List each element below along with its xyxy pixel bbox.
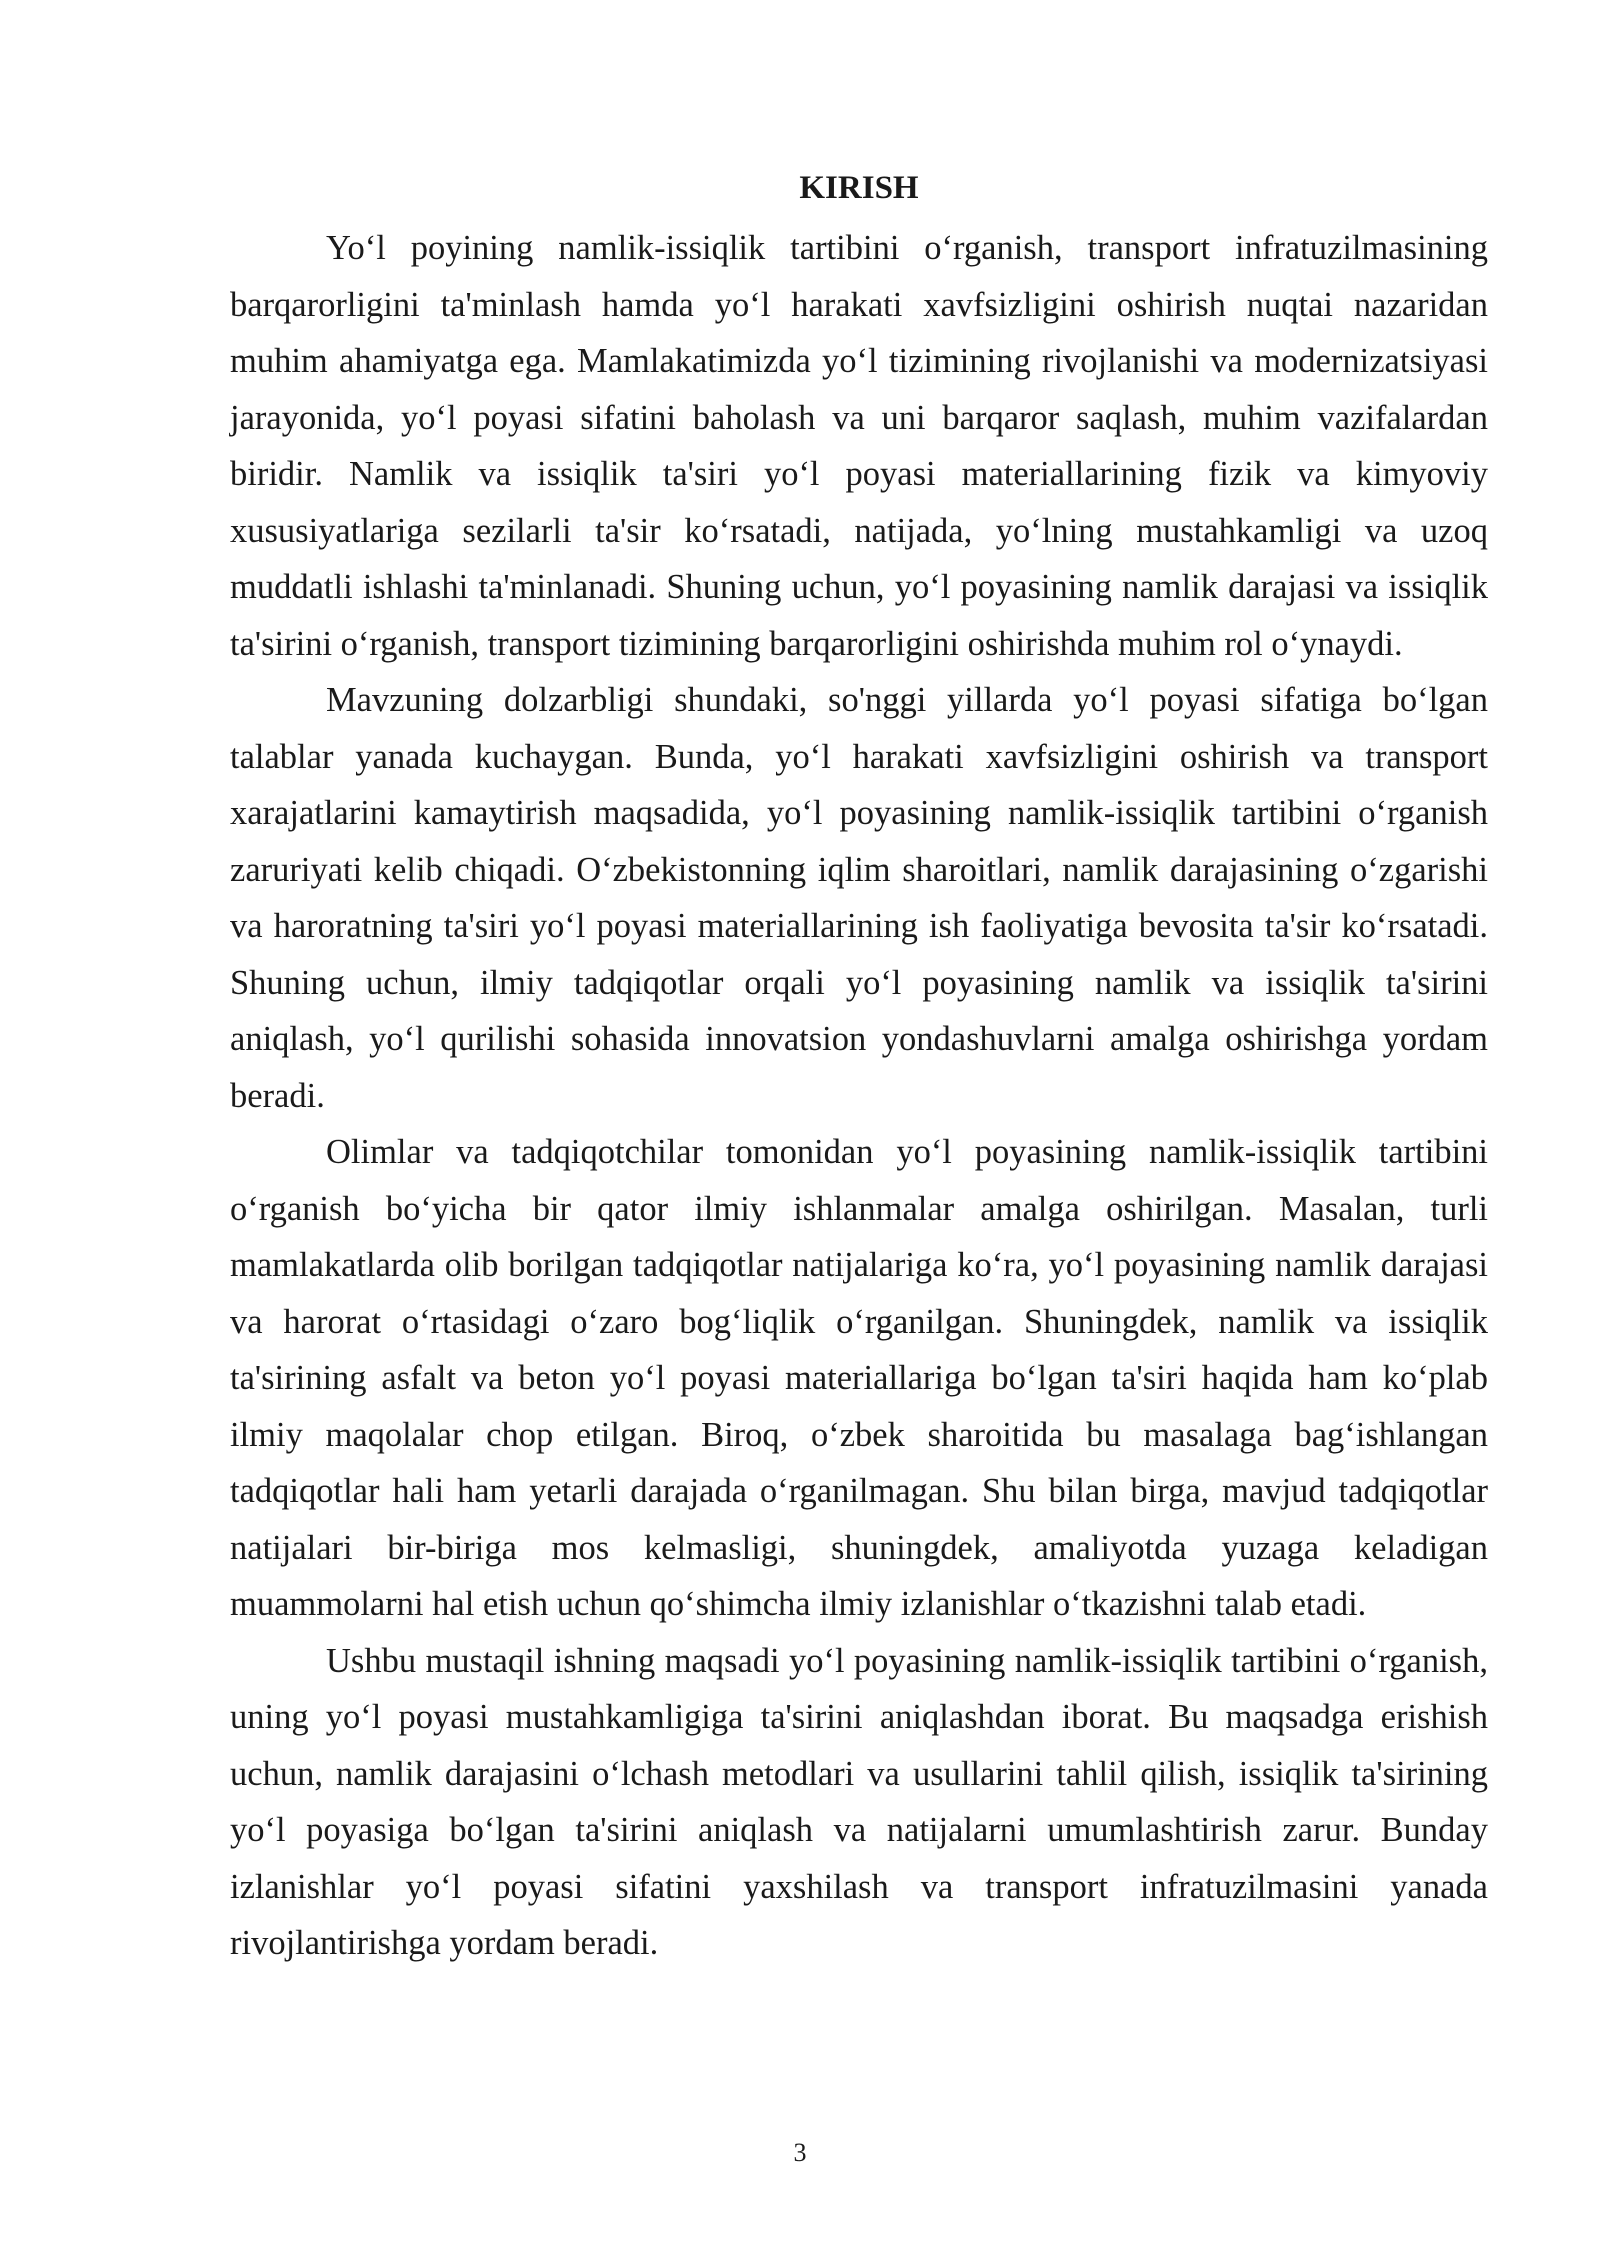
section-heading: KIRISH <box>799 170 919 206</box>
document-page <box>230 160 1488 1972</box>
paragraph-2: Mavzuning dolzarbligi shundaki, so'nggi yillarda yo‘l poyasi sifatiga bo‘lgan talablar yanada kuchaygan. Bunda, yo‘l harakati xavfsizligini oshirish va transport xarajatlarini kamaytirish maqsadida, yo‘l poyasining namlik-issiqlik tartibini o‘rganish zaruriyati kelib chiqadi. O‘zbekistonning iqlim sharoitlari, namlik darajasining o‘zgarishi va haroratning ta'siri yo‘l poyasi materiallarining ish faoliyatiga bevosita ta'sir ko‘rsatadi. Shuning uchun, ilmiy tadqiqotlar orqali yo‘l poyasining namlik va issiqlik ta'sirini aniqlash, yo‘l qurilishi sohasida innovatsion yondashuvlarni amalga oshirishga yordam beradi. <box>230 681 1488 1115</box>
paragraph-4: Ushbu mustaqil ishning maqsadi yo‘l poyasining namlik-issiqlik tartibini o‘rganish, uning yo‘l poyasi mustahkamligiga ta'sirini aniqlashdan iborat. Bu maqsadga erishish uchun, namlik darajasini o‘lchash metodlari va usullarini tahlil qilish, issiqlik ta'sirining yo‘l poyasiga bo‘lgan ta'sirini aniqlash va natijalarni umumlashtirish zarur. Bunday izlanishlar yo‘l poyasi sifatini yaxshilash va transport infratuzilmasini yanada rivojlantirishga yordam beradi. <box>230 1641 1488 1962</box>
page-number: 3 <box>793 2138 807 2167</box>
paragraph-1: Yo‘l poyining namlik-issiqlik tartibini o‘rganish, transport infratuzilmasining barqarorligini ta'minlash hamda yo‘l harakati xavfsizligini oshirish nuqtai nazaridan muhim ahamiyatga ega. Mamlakatimizda yo‘l tizimining rivojlanishi va modernizatsiyasi jarayonida, yo‘l poyasi sifatini baholash va uni barqaror saqlash, muhim vazifalardan biridir. Namlik va issiqlik ta'siri yo‘l poyasi materiallarining fizik va kimyoviy xususiyatlariga sezilarli ta'sir ko‘rsatadi, natijada, yo‘lning mustahkamligi va uzoq muddatli ishlashi ta'minlanadi. Shuning uchun, yo‘l poyasining namlik darajasi va issiqlik ta'sirini o‘rganish, transport tizimining barqarorligini oshirishda muhim rol o‘ynaydi. <box>230 229 1488 663</box>
paragraph-3: Olimlar va tadqiqotchilar tomonidan yo‘l poyasining namlik-issiqlik tartibini o‘rganish bo‘yicha bir qator ilmiy ishlanmalar amalga oshirilgan. Masalan, turli mamlakatlarda olib borilgan tadqiqotlar natijalariga ko‘ra, yo‘l poyasining namlik darajasi va harorat o‘rtasidagi o‘zaro bog‘liqlik o‘rganilgan. Shuningdek, namlik va issiqlik ta'sirining asfalt va beton yo‘l poyasi materiallariga bo‘lgan ta'siri haqida ham ko‘plab ilmiy maqolalar chop etilgan. Biroq, o‘zbek sharoitida bu masalaga bag‘ishlangan tadqiqotlar hali ham yetarli darajada o‘rganilmagan. Shu bilan birga, mavjud tadqiqotlar natijalari bir-biriga mos kelmasligi, shuningdek, amaliyotda yuzaga keladigan muammolarni hal etish uchun qo‘shimcha ilmiy izlanishlar o‘tkazishni talab etadi. <box>230 1133 1488 1623</box>
